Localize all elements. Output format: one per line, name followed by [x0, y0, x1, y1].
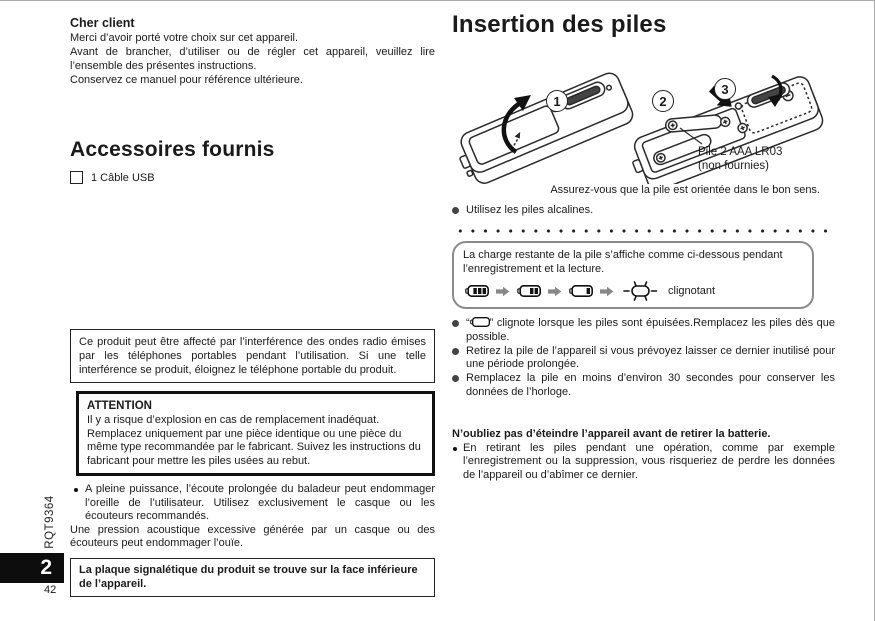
battery-notes-list: [452, 317, 835, 399]
chapter-number: 2: [40, 556, 52, 579]
page-number: 42: [44, 584, 57, 596]
arrow-right-icon: [496, 286, 510, 297]
step-1-badge: 1: [546, 90, 568, 112]
hearing-warning-block: [70, 483, 435, 551]
device-open-cover-illustration: [452, 52, 637, 184]
hearing-warning-bullet: [70, 483, 435, 524]
model-code-vertical: RQT9364: [44, 495, 56, 549]
left-column: [70, 15, 435, 597]
nameplate-notice-box: La plaque signalétique du produit se trouve sur la face inférieure de l’appareil.: [70, 558, 435, 597]
greeting-line: Conservez ce manuel pour référence ultérieure.: [70, 74, 303, 86]
greeting-title: Cher client: [70, 16, 135, 30]
orientation-caption: Assurez-vous que la pile est orientée dans le bon sens.: [550, 184, 820, 196]
bullet-icon: [452, 348, 459, 355]
battery-type-line2: (non fournies): [698, 159, 769, 172]
battery-type-label: [698, 146, 782, 173]
arrow-right-icon: [600, 286, 614, 297]
list-item: [452, 372, 835, 399]
accessory-item-row: [70, 171, 435, 184]
charge-text-line1: La charge restante de la pile s’affiche comme ci-dessous pendant: [463, 249, 783, 262]
attention-box: [76, 391, 435, 476]
remove-battery-note: Retirez la pile de l’appareil si vous prévoyez laisser ce dernier inutilisé pour une période prolongée.: [466, 344, 835, 371]
accessories-heading: Accessoires fournis: [70, 138, 275, 161]
battery-3bars-icon: [465, 285, 489, 297]
battery-level-sequence: [465, 281, 803, 301]
empty-blink-note-text: ” clignote lorsque les piles sont épuisées.Remplacez les piles dès que possible.: [466, 317, 835, 343]
alkaline-bullet: [452, 204, 835, 217]
battery-type-line1: Pile 2 AAA LR03: [698, 146, 783, 158]
battery-2bars-icon: [517, 285, 541, 297]
attention-body: Il y a risque d’explosion en cas de remplacement inadéquat. Remplacez uniquement par une pièce identique ou une pièce du même type recommandée par le fabricant. Suivez les instructions du fabricant pour mettre les piles usées au rebut.: [87, 414, 421, 467]
battery-empty-icon: [470, 317, 490, 327]
accessory-item-label: 1 Câble USB: [91, 171, 155, 184]
charge-text-line2: l’enregistrement et la lecture.: [463, 262, 605, 275]
battery-empty-blinking-icon: [621, 281, 659, 301]
greeting-line: Avant de brancher, d’utiliser ou de régler cet appareil, veuillez lire l’ensemble des présentes instructions.: [70, 46, 435, 72]
dotted-separator: [452, 229, 830, 233]
bullet-icon: [74, 488, 78, 492]
list-item: [452, 317, 835, 344]
step-2-badge: 2: [652, 90, 674, 112]
quote-open: “: [466, 317, 470, 330]
power-off-warning-bullet: [452, 442, 835, 482]
greeting-line: Merci d’avoir porté votre choix sur cet appareil.: [70, 32, 299, 44]
arrow-right-icon: [548, 286, 562, 297]
page-title: Insertion des piles: [452, 11, 667, 38]
bullet-icon: [452, 320, 459, 327]
battery-charge-box: [452, 241, 814, 309]
right-column: [452, 11, 835, 482]
bullet-icon: [453, 447, 457, 451]
power-off-warning-title: N’oubliez pas d’éteindre l’appareil avant de retirer la batterie.: [452, 428, 771, 441]
battery-1bar-icon: [569, 285, 593, 297]
battery-insertion-illustration: [452, 52, 835, 184]
sound-pressure-note: Une pression acoustique excessive générée par un casque ou des écouteurs peut endommager l’ouïe.: [70, 523, 435, 549]
chapter-tab: [0, 553, 64, 583]
list-item: [452, 345, 835, 372]
alkaline-bullet-text: Utilisez les piles alcalines.: [466, 204, 594, 216]
bullet-icon: [452, 375, 459, 382]
bullet-icon: [452, 207, 459, 214]
power-off-warning-text: En retirant les piles pendant une opération, comme par exemple l’enregistrement ou la suppression, vous risqueriez de perdre les données de l’appareil ou d’abîmer ce dernier.: [463, 442, 835, 481]
empty-blink-note: [466, 317, 835, 344]
checkbox-icon: [70, 171, 83, 184]
blinking-label: clignotant: [668, 285, 716, 298]
radio-interference-notice-box: Ce produit peut être affecté par l’interférence des ondes radio émises par les téléphones portables pendant l’utilisation. Si une telle interférence se produit, éloignez le téléphone portable du produit.: [70, 329, 435, 383]
replace-battery-note: Remplacez la pile en moins d’environ 30 secondes pour conserver les données de l’horloge.: [466, 372, 835, 398]
hearing-warning-text: A pleine puissance, l’écoute prolongée du baladeur peut endommager l’oreille de l’utilisateur. Utilisez exclusivement le casque ou les écouteurs recommandés.: [85, 483, 435, 522]
step-3-badge: 3: [714, 78, 736, 100]
attention-title: ATTENTION: [87, 400, 152, 412]
